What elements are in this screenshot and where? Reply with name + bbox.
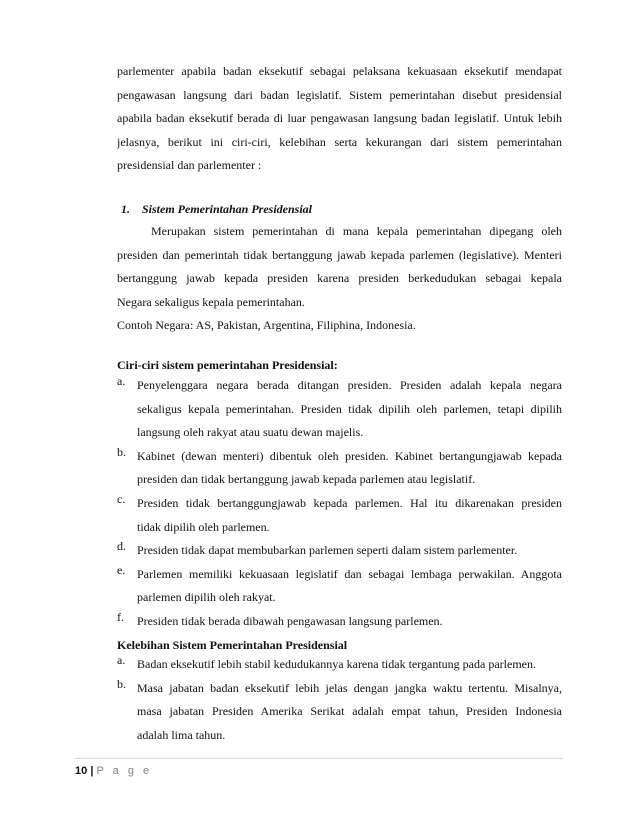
list-marker: b. xyxy=(117,444,126,459)
text-line: jelasnya, berikut ini ciri-ciri, kelebihan serta kekurangan dari sistem pemerintahan xyxy=(117,134,562,149)
intro-paragraph xyxy=(117,60,562,178)
page-number: 10 xyxy=(75,765,88,777)
footer-divider xyxy=(75,758,563,759)
list-item xyxy=(117,653,562,677)
list-marker: a. xyxy=(117,374,126,388)
text-line: Badan eksekutif lebih stabil kedudukannya karena tidak tergantung pada parlemen. xyxy=(137,657,536,671)
text-line: langsung oleh rakyat atau suatu dewan majelis. xyxy=(137,425,364,440)
text-line: Parlemen memiliki kekuasaan legislatif dan sebagai lembaga perwakilan. Anggota xyxy=(137,566,562,581)
text-line: Penyelenggara negara berada ditangan presiden. Presiden adalah kepala negara xyxy=(137,378,562,392)
text-line: tidak dipilih oleh parlemen. xyxy=(137,519,270,534)
text-line: Contoh Negara: AS, Pakistan, Argentina, Filiphina, Indonesia. xyxy=(117,318,416,333)
text-line: bertanggung jawab kepada presiden karena presiden berkedudukan sebagai kepala xyxy=(117,271,562,286)
list-item xyxy=(117,492,562,539)
section-number: 1. xyxy=(121,202,130,216)
text-line: sekaligus kepala pemerintahan. Presiden tidak dipilih oleh parlemen, tetapi dipilih xyxy=(137,401,562,416)
list-marker: e. xyxy=(117,562,126,577)
footer-separator: | xyxy=(90,765,94,777)
text-line: Negara sekaligus kepala pemerintahan. xyxy=(117,294,305,309)
ciri-list xyxy=(117,374,562,634)
text-line: parlemen dipilih oleh rakyat. xyxy=(137,590,276,605)
text-line: Masa jabatan badan eksekutif lebih jelas dengan jangka waktu tertentu. Misalnya, xyxy=(137,680,562,695)
list-marker: b. xyxy=(117,676,126,691)
text-line: parlementer apabila badan eksekutif sebagai pelaksana kekuasaan eksekutif mendapat xyxy=(117,64,562,78)
page-footer xyxy=(75,765,152,777)
list-item xyxy=(117,610,562,634)
list-marker: f. xyxy=(117,609,124,624)
section-paragraph xyxy=(117,220,562,338)
list-item xyxy=(117,374,562,445)
list-item xyxy=(117,539,562,563)
list-item xyxy=(117,445,562,492)
list-marker: a. xyxy=(117,653,126,667)
kelebihan-list xyxy=(117,653,562,747)
page-label: P a g e xyxy=(96,765,153,777)
section-title: Sistem Pemerintahan Presidensial xyxy=(142,202,313,216)
list-item xyxy=(117,563,562,610)
list-marker: d. xyxy=(117,539,126,554)
list-marker: c. xyxy=(117,491,126,506)
text-line: Kabinet (dewan menteri) dibentuk oleh presiden. Kabinet bertangungjawab kepada xyxy=(137,448,562,463)
section-heading xyxy=(121,202,312,217)
text-line: presiden dan pemerintah tidak bertanggung jawab kepada parlemen (legislative). Menteri xyxy=(117,247,562,262)
text-line: Presiden tidak dapat membubarkan parlemen seperti dalam sistem parlementer. xyxy=(137,543,518,558)
text-line: Presiden tidak bertanggungjawab kepada parlemen. Hal itu dikarenakan presiden xyxy=(137,495,562,510)
text-line: apabila badan eksekutif berada di luar pengawasan langsung badan legislatif. Untuk lebih xyxy=(117,111,562,126)
text-line: Merupakan sistem pemerintahan di mana kepala pemerintahan dipegang oleh xyxy=(151,224,562,238)
kelebihan-heading: Kelebihan Sistem Pemerintahan Presidensial xyxy=(117,638,348,652)
text-line: presidensial dan parlementer : xyxy=(117,158,262,173)
text-line: adalah lima tahun. xyxy=(137,727,226,742)
text-line: Presiden tidak berada dibawah pengawasan langsung parlemen. xyxy=(137,613,443,628)
text-line: pengawasan langsung dari badan legislatif. Sistem pemerintahan disebut presidensial xyxy=(117,87,562,102)
text-line: masa jabatan Presiden Amerika Serikat adalah empat tahun, Presiden Indonesia xyxy=(137,704,562,719)
ciri-heading: Ciri-ciri sistem pemerintahan Presidensial: xyxy=(117,358,338,372)
text-line: presiden dan tidak bertanggung jawab kepada parlemen atau legislatif. xyxy=(137,472,476,487)
list-item xyxy=(117,677,562,748)
